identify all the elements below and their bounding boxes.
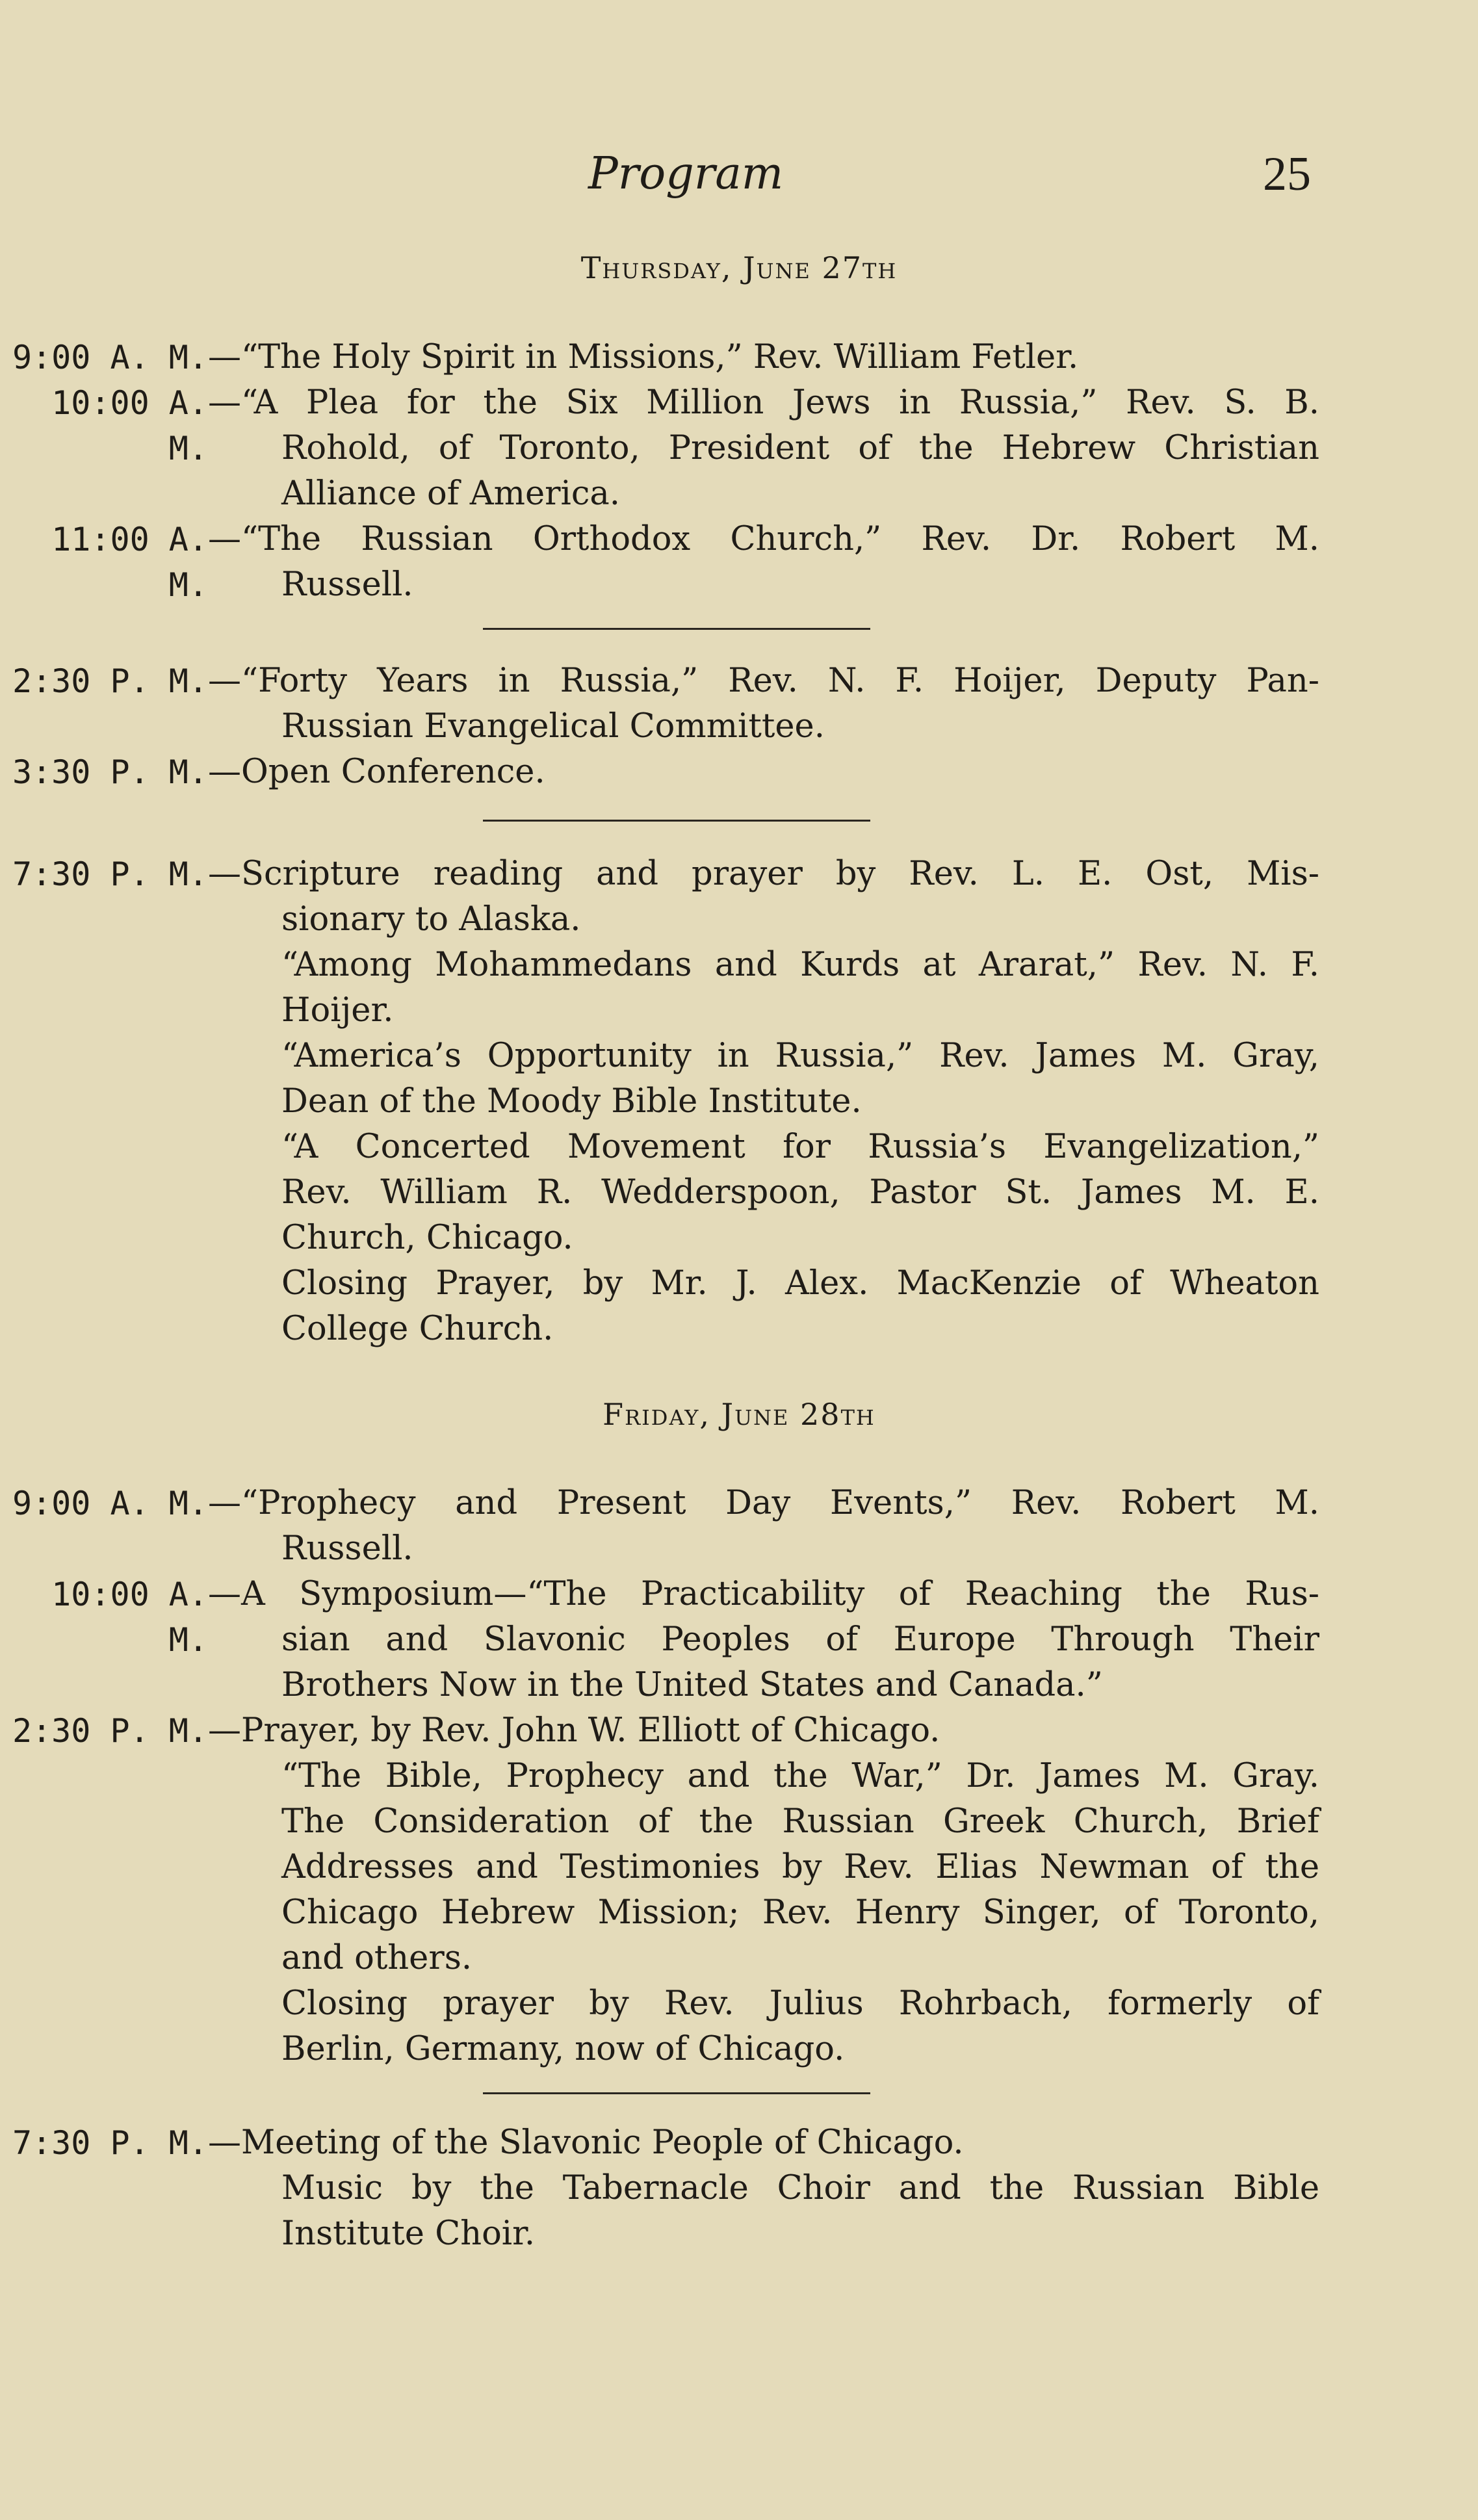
- entry-line: “The Bible, Prophecy and the War,” Dr. James M. Gray.: [281, 1757, 1319, 1795]
- entry-time: 9:00 A. M.: [12, 1485, 208, 1522]
- section-divider: [483, 2092, 870, 2094]
- entry-line: —“The Holy Spirit in Missions,” Rev. William Fetler.: [208, 338, 1079, 376]
- entry-line: Dean of the Moody Bible Institute.: [281, 1082, 862, 1121]
- section-divider: [483, 628, 870, 630]
- entry-line: Brothers Now in the United States and Canada.”: [281, 1666, 1103, 1704]
- running-head-title: Program: [588, 148, 784, 200]
- day-heading-friday: Friday, June 28th: [603, 1397, 875, 1432]
- entry-time: 2:30 P. M.: [12, 662, 208, 700]
- entry-time: 9:00 A. M.: [12, 339, 208, 376]
- entry-line: Rev. William R. Wedderspoon, Pastor St. James M. E.: [281, 1173, 1319, 1212]
- entry-time: 7:30 P. M.: [12, 855, 208, 893]
- entry-time: 7:30 P. M.: [12, 2124, 208, 2162]
- entry-line: Russian Evangelical Committee.: [281, 707, 825, 746]
- entry-line: —“The Russian Orthodox Church,” Rev. Dr. Robert M.: [208, 520, 1319, 558]
- entry-line: Music by the Tabernacle Choir and the Russian Bible: [281, 2169, 1319, 2207]
- entry-line: Berlin, Germany, now of Chicago.: [281, 2030, 845, 2068]
- entry-line: —Prayer, by Rev. John W. Elliott of Chicago.: [208, 1711, 940, 1750]
- entry-line: “Among Mohammedans and Kurds at Ararat,” Rev. N. F.: [281, 946, 1319, 984]
- entry-line: Rohold, of Toronto, President of the Hebrew Christian: [281, 429, 1319, 467]
- entry-line: and others.: [281, 1939, 473, 1977]
- entry-line: Russell.: [281, 565, 413, 604]
- entry-line: Church, Chicago.: [281, 1219, 573, 1257]
- entry-line: —“Forty Years in Russia,” Rev. N. F. Hoijer, Deputy Pan-: [208, 662, 1319, 700]
- entry-time: 10:00 A. M.: [51, 384, 208, 467]
- entry-line: —Scripture reading and prayer by Rev. L. E. Ost, Mis-: [208, 855, 1319, 893]
- entry-line: Closing Prayer, by Mr. J. Alex. MacKenzie of Wheaton: [281, 1264, 1319, 1303]
- entry-line: “A Concerted Movement for Russia’s Evangelization,”: [281, 1128, 1319, 1166]
- entry-line: Russell.: [281, 1529, 413, 1568]
- section-divider: [483, 820, 870, 822]
- entry-line: College Church.: [281, 1310, 554, 1348]
- entry-time: 3:30 P. M.: [12, 753, 208, 791]
- entry-line: Institute Choir.: [281, 2215, 536, 2253]
- entry-line: sian and Slavonic Peoples of Europe Through Their: [281, 1620, 1319, 1659]
- entry-time: 11:00 A. M.: [51, 521, 208, 604]
- entry-time: 10:00 A. M.: [51, 1576, 208, 1659]
- entry-line: —A Symposium—“The Practicability of Reaching the Rus-: [208, 1575, 1319, 1613]
- entry-line: —Meeting of the Slavonic People of Chicago.: [208, 2124, 964, 2162]
- entry-line: sionary to Alaska.: [281, 900, 581, 939]
- entry-line: The Consideration of the Russian Greek Church, Brief: [281, 1802, 1319, 1841]
- entry-time: 2:30 P. M.: [12, 1712, 208, 1750]
- entry-line: Addresses and Testimonies by Rev. Elias Newman of the: [281, 1848, 1319, 1886]
- entry-line: Closing prayer by Rev. Julius Rohrbach, formerly of: [281, 1984, 1319, 2023]
- entry-line: —Open Conference.: [208, 753, 545, 791]
- day-heading-thursday: Thursday, June 27th: [580, 250, 898, 285]
- entry-line: Hoijer.: [281, 991, 394, 1030]
- entry-line: “America’s Opportunity in Russia,” Rev. James M. Gray,: [281, 1037, 1319, 1075]
- entry-line: Alliance of America.: [281, 474, 621, 513]
- entry-line: Chicago Hebrew Mission; Rev. Henry Singer, of Toronto,: [281, 1893, 1319, 1932]
- entry-line: —“Prophecy and Present Day Events,” Rev. Robert M.: [208, 1484, 1319, 1522]
- entry-line: —“A Plea for the Six Million Jews in Russia,” Rev. S. B.: [208, 383, 1319, 422]
- page-number: 25: [1263, 148, 1311, 201]
